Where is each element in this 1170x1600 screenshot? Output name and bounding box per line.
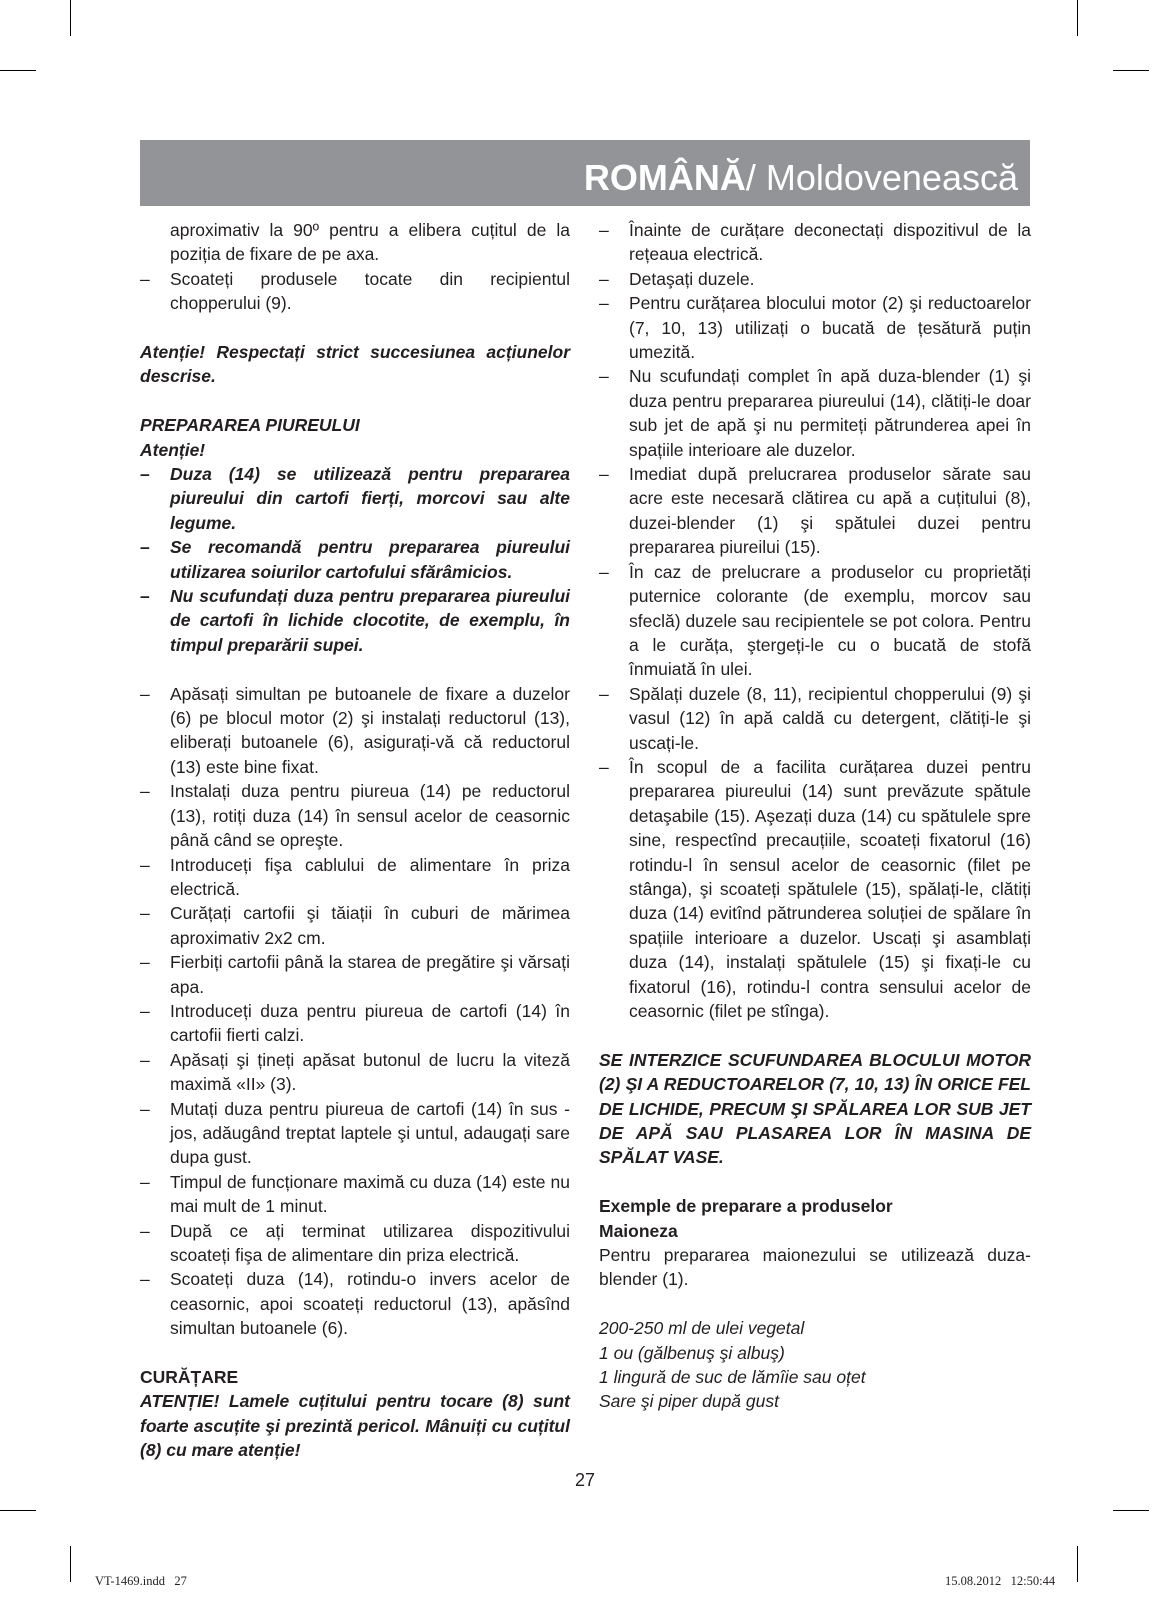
footer-timestamp: 15.08.2012 12:50:44 xyxy=(945,1574,1056,1588)
examples-title: Exemple de preparare a produselor xyxy=(599,1196,893,1217)
footer-file-info: VT-1469.indd 27 xyxy=(95,1574,187,1588)
attention-label: Atenție! xyxy=(140,439,206,460)
list-item xyxy=(140,1048,570,1097)
list-item-text: Curățați cartofii şi tăiații în cuburi de mărimea aproximativ 2x2 cm. xyxy=(170,903,570,948)
dash-bullet: – xyxy=(599,683,609,704)
list-item-text: Scoateți produsele tocate din recipientul chopperului (9). xyxy=(170,268,570,314)
list-item-text: Introduceți duza pentru piureua de cartofi (14) în cartofii fierti calzi. xyxy=(170,1000,570,1046)
crop-mark xyxy=(1077,0,1078,36)
note-item xyxy=(140,462,570,535)
crop-mark xyxy=(1113,70,1149,71)
list-item xyxy=(599,291,1031,364)
list-item-text: Înainte de curățare deconectați dispozitivul de la rețeaua electrică. xyxy=(629,220,1031,265)
list-item-text: În caz de prelucrare a produselor cu proprietăți puternice colorante (de exemplu, morcov sau sfeclă) duzele sau recipientele se pot colora. Pentru a le curăța, ştergeți-le cu o bucată de stofă înmuiată în ulei. xyxy=(629,561,1031,680)
ingredient-item: 200-250 ml de ulei vegetal xyxy=(599,1318,805,1339)
dash-bullet: – xyxy=(599,756,609,777)
dash-bullet: – xyxy=(140,1171,150,1192)
note-text: Se recomandă pentru prepararea piureului utilizarea soiurilor cartofului sfărâmicios. xyxy=(170,537,570,582)
list-item-text: În scopul de a facilita curățarea duzei pentru prepararea piureului (14) sunt prevăzute spătule detaşabile (15). Aşezați duza (14) cu spătulele spre sine, respectînd precauțiile, scoateți fixatorul (16) rotindu-l în sensul acelor de ceasornic (filet pe stânga), şi scoateți spătulele (15), spălați-le, clătiți duza (14) evitînd pătrunderea soluției de spălare în spațiile interioare a duzelor. Uscați şi asamblați duza (14), instalați spătulele (15) şi fixați-le cu fixatorul (16), rotindu-l contra sensului acelor de ceasornic (filet pe stînga). xyxy=(629,756,1031,1021)
dash-bullet: – xyxy=(599,268,609,289)
list-item-text: Apăsați şi țineți apăsat butonul de lucru la viteză maximă «II» (3). xyxy=(170,1049,570,1095)
crop-mark xyxy=(70,1546,71,1582)
dash-bullet: – xyxy=(140,854,150,875)
dash-bullet: – xyxy=(140,781,150,802)
list-item-text: aproximativ la 90º pentru a elibera cuțitul de la poziția de fixare de pe axa. xyxy=(170,220,570,265)
note-item xyxy=(140,535,570,584)
list-item xyxy=(140,950,570,999)
ingredient-item: 1 ou (gălbenuş şi albuş) xyxy=(599,1342,785,1363)
list-item-text: Instalați duza pentru piureua (14) pe reductorul (13), rotiți duza (14) în sensul acelor de ceasornic până când se opreşte. xyxy=(170,781,570,851)
list-item xyxy=(140,267,570,316)
list-item xyxy=(140,1267,570,1340)
list-item xyxy=(140,1170,570,1219)
crop-mark xyxy=(1077,1546,1078,1582)
dash-bullet: – xyxy=(140,1000,150,1021)
section-title-cleaning: CURĂȚARE xyxy=(140,1367,239,1388)
list-item-text: Apăsați simultan pe butoanele de fixare a duzelor (6) pe blocul motor (2) şi instalați reductorul (13), eliberați butoanele (6), asigurați-vă că reductorul (13) este bine fixat. xyxy=(170,683,570,777)
ingredient-item: 1 lingură de suc de lămîie sau oțet xyxy=(599,1367,866,1388)
list-item-text: Spălați duzele (8, 11), recipientul chopperului (9) şi vasul (12) în apă caldă cu detergent, clătiți-le şi uscați-le. xyxy=(629,683,1031,753)
note-item xyxy=(140,584,570,657)
list-item xyxy=(599,560,1031,682)
dash-bullet: – xyxy=(599,293,609,314)
cleaning-warning: ATENȚIE! Lamele cuțitului pentru tocare (8) sunt foarte ascuțite şi prezintă pericol. Mânuiți cu cuțitul (8) cu mare atenție! xyxy=(140,1391,570,1461)
language-header-title xyxy=(583,157,1018,198)
note-text: Duza (14) se utilizează pentru prepararea piureului din cartofi fierți, morcovi sau alte legume. xyxy=(170,464,570,533)
dash-bullet: – xyxy=(140,1220,150,1241)
dash-bullet: – xyxy=(140,586,150,607)
dash-bullet: – xyxy=(140,268,150,289)
list-item xyxy=(140,682,570,780)
dash-bullet: – xyxy=(140,1049,150,1070)
prohibition-warning: SE INTERZICE SCUFUNDAREA BLOCULUI MOTOR (2) ŞI A REDUCTOARELOR (7, 10, 13) ÎN ORICE FEL DE LICHIDE, PRECUM ŞI SPĂLAREA LOR SUB JET DE APĂ SAU PLASAREA LOR ÎN MASINA DE SPĂLAT VASE. xyxy=(599,1049,1031,1168)
list-item-text: Introduceți fişa cablului de alimentare în priza electrică. xyxy=(170,854,570,899)
dash-bullet: – xyxy=(140,1269,150,1290)
dash-bullet: – xyxy=(599,220,609,240)
list-item xyxy=(599,755,1031,1023)
crop-mark xyxy=(1113,1510,1149,1511)
list-item xyxy=(140,779,570,852)
language-header-bold: ROMÂNĂ xyxy=(583,157,746,198)
crop-mark xyxy=(0,70,36,71)
right-column xyxy=(599,218,1031,1414)
list-item-text: Nu scufundați complet în apă duza-blender (1) şi duza pentru prepararea piureului (14), clătiți-le doar sub jet de apă şi nu permiteți pătrunderea apei în spațiile interioare ale duzelor. xyxy=(629,366,1031,460)
recipe-title: Maioneza xyxy=(599,1220,678,1241)
dash-bullet: – xyxy=(140,952,150,973)
left-column xyxy=(140,218,570,1463)
list-item xyxy=(140,853,570,902)
language-header-bar xyxy=(140,140,1030,206)
list-item-text: Pentru curățarea blocului motor (2) şi reductoarelor (7, 10, 13) utilizați o bucată de țesătură puțin umezită. xyxy=(629,293,1031,363)
note-text: Nu scufundați duza pentru prepararea piureului de cartofi în lichide clocotite, de exemplu, în timpul preparării supei. xyxy=(170,586,570,655)
list-item-text: Timpul de funcționare maximă cu duza (14) este nu mai mult de 1 minut. xyxy=(170,1171,570,1217)
recipe-intro: Pentru prepararea maionezului se utilizează duza-blender (1). xyxy=(599,1245,1031,1290)
dash-bullet: – xyxy=(140,1098,150,1119)
list-item xyxy=(140,901,570,950)
language-header-rest: / Moldovenească xyxy=(745,157,1018,198)
dash-bullet: – xyxy=(140,903,150,924)
dash-bullet: – xyxy=(599,561,609,582)
list-item xyxy=(140,1097,570,1170)
list-item-text: După ce ați terminat utilizarea dispozitivului scoateți fişa de alimentare din priza electrică. xyxy=(170,1220,570,1266)
section-title-puree: PREPARAREA PIUREULUI xyxy=(140,415,360,436)
list-item xyxy=(140,218,570,267)
list-item-text: Mutați duza pentru piureua de cartofi (14) în sus - jos, adăugând treptat laptele şi untul, adaugați sare dupa gust. xyxy=(170,1098,570,1168)
dash-bullet: – xyxy=(140,464,150,485)
list-item xyxy=(599,364,1031,462)
dash-bullet: – xyxy=(599,366,609,387)
warning-text: Atenție! Respectați strict succesiunea acțiunelor descrise. xyxy=(140,342,570,387)
page-number: 27 xyxy=(574,1470,596,1490)
list-item xyxy=(140,1219,570,1268)
list-item xyxy=(599,267,1031,291)
crop-mark xyxy=(70,0,71,36)
list-item-text: Fierbiți cartofii până la starea de pregătire şi vărsați apa. xyxy=(170,952,570,997)
list-item xyxy=(599,462,1031,560)
list-item xyxy=(599,682,1031,755)
dash-bullet: – xyxy=(140,537,150,558)
list-item xyxy=(599,218,1031,267)
crop-mark xyxy=(0,1510,36,1511)
dash-bullet: – xyxy=(599,464,609,485)
ingredient-item: Sare şi piper după gust xyxy=(599,1391,779,1412)
list-item-text: Detaşați duzele. xyxy=(629,268,755,289)
list-item-text: Imediat după prelucrarea produselor sărate sau acre este necesară clătirea cu apă a cuțitului (8), duzei-blender (1) şi spătulei duzei pentru prepararea piureilui (15). xyxy=(629,464,1031,558)
list-item xyxy=(140,999,570,1048)
list-item-text: Scoateți duza (14), rotindu-o invers acelor de ceasornic, apoi scoateți reductorul (13), apăsînd simultan butoanele (6). xyxy=(170,1269,570,1339)
dash-bullet: – xyxy=(140,683,150,704)
